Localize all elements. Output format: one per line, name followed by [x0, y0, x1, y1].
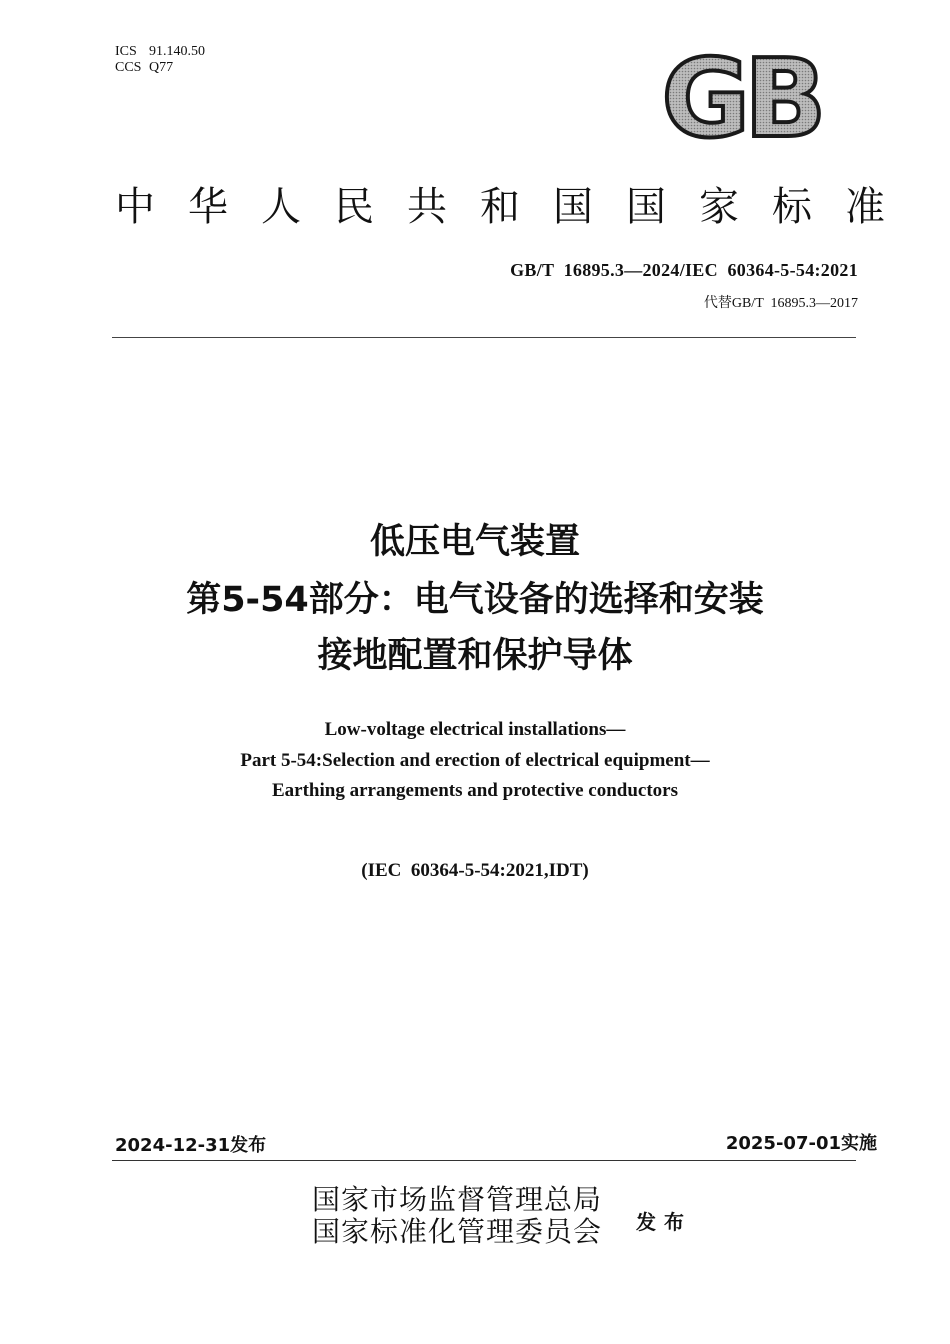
national-standard-title	[115, 183, 885, 231]
national-title-char: 中	[115, 184, 155, 230]
gb-logo	[648, 52, 834, 144]
ics-code: 91.140.50	[149, 44, 205, 59]
iec-equivalence: (IEC 60364-5-54:2021,IDT)	[361, 860, 589, 881]
issuer-line-1: 国家市场监督管理总局	[312, 1183, 603, 1216]
ccs-label: CCS	[115, 60, 142, 75]
issuer-line-2: 国家标准化管理委员会	[312, 1215, 603, 1248]
national-title-char: 标	[772, 184, 812, 230]
national-title-char: 和	[480, 184, 520, 230]
national-title-char: 准	[845, 184, 885, 230]
replaces-standard: 代替GB/T 16895.3—2017	[703, 296, 858, 311]
national-title-char: 共	[407, 184, 447, 230]
national-title-char: 人	[261, 184, 301, 230]
implementation-date: 2025-07-01实施	[725, 1133, 877, 1154]
chinese-title-line-2: 第5-54部分：电气设备的选择和安装	[186, 580, 764, 620]
chinese-title-line-3: 接地配置和保护导体	[317, 636, 633, 676]
national-title-char: 国	[553, 184, 593, 230]
english-title-line-1: Low-voltage electrical installations—	[324, 719, 626, 740]
top-divider	[112, 337, 856, 338]
national-title-char: 家	[699, 184, 739, 230]
ics-label: ICS	[115, 44, 137, 59]
bottom-divider	[112, 1160, 856, 1161]
gb-logo-text: GB	[661, 52, 821, 144]
national-title-char: 民	[334, 184, 374, 230]
national-title-char: 华	[188, 184, 228, 230]
classification-codes	[115, 44, 205, 76]
standard-number: GB/T 16895.3—2024/IEC 60364-5-54:2021	[510, 260, 858, 280]
english-title-line-2: Part 5-54:Selection and erection of electrical equipment—	[240, 750, 710, 771]
ccs-code: Q77	[149, 60, 174, 75]
publication-date: 2024-12-31发布	[115, 1135, 267, 1156]
english-title-line-3: Earthing arrangements and protective conductors	[271, 780, 678, 801]
issue-action: 发布	[636, 1210, 692, 1234]
national-title-char: 国	[626, 184, 666, 230]
chinese-title-line-1: 低压电气装置	[369, 522, 580, 562]
